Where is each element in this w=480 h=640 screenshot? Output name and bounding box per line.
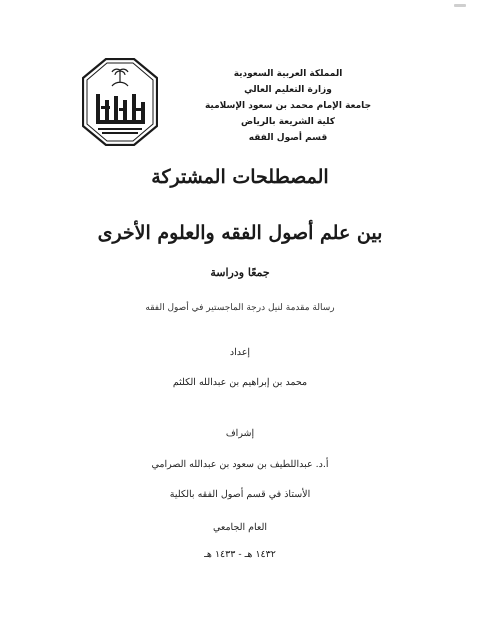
header-line-kingdom: المملكة العربية السعودية [233,69,343,79]
header-line-college: كلية الشريعة بالرياض [240,117,336,127]
supervisor-title: الأستاذ في قسم أصول الفقه بالكلية [169,489,311,500]
scan-mark [454,4,466,7]
thesis-title-line-2: بين علم أصول الفقه والعلوم الأخرى [97,222,383,244]
university-emblem-icon [82,58,158,146]
supervision-label: إشراف [225,428,255,439]
header-line-university: جامعة الإمام محمد بن سعود الإسلامية [204,101,372,111]
thesis-title-line-1: المصطلحات المشتركة [151,166,329,188]
thesis-subtitle: جمعًا ودراسة [210,266,270,279]
header-line-department: قسم أصول الفقه [248,133,328,143]
supervisor-name: أ.د. عبداللطيف بن سعود بن عبدالله الصرامي [151,459,329,470]
author-name: محمد بن إبراهيم بن عبدالله الكلثم [172,377,308,388]
institution-header [188,66,388,146]
header-line-ministry: وزارة التعليم العالي [244,85,332,95]
academic-year-value: ١٤٣٢ هـ - ١٤٣٣ هـ [204,549,276,560]
prepared-by-label: إعداد [229,347,251,358]
academic-year-label: العام الجامعي [212,522,268,533]
thesis-description: رسالة مقدمة لنيل درجة الماجستير في أصول الفقه [145,303,335,313]
